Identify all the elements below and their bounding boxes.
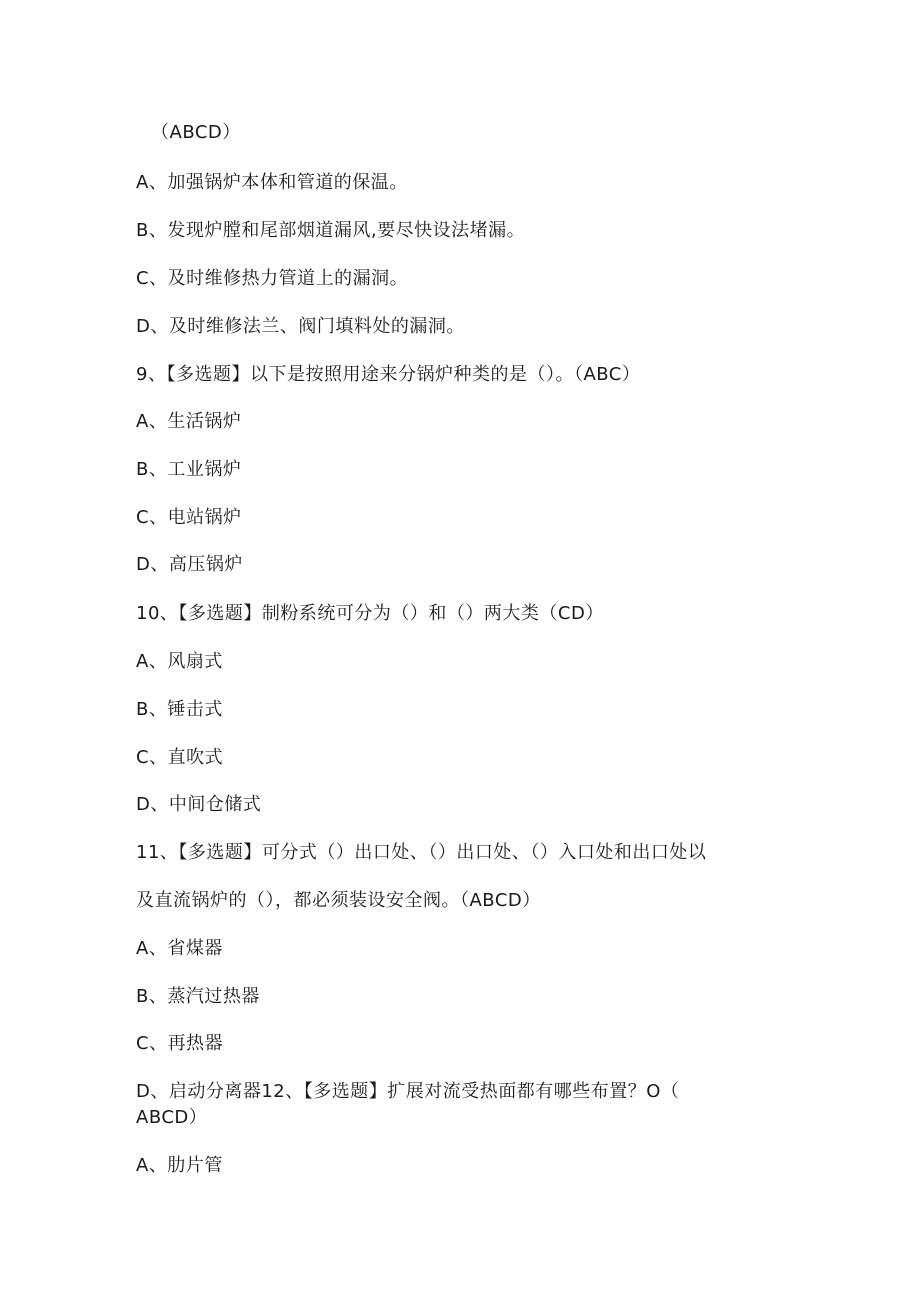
- option-line: B、工业锅炉: [136, 459, 242, 480]
- option-line: C、直吹式: [136, 747, 224, 768]
- option-line: C、及时维修热力管道上的漏洞。: [136, 268, 409, 289]
- answer-line: （ABCD）: [151, 122, 241, 143]
- option-line: A、风扇式: [136, 651, 223, 672]
- option-line: D、高压锅炉: [136, 554, 243, 575]
- option-line: D、及时维修法兰、阀门填料处的漏洞。: [136, 316, 465, 337]
- option-line: A、肋片管: [136, 1155, 223, 1176]
- option-line: B、蒸汽过热器: [136, 986, 260, 1007]
- answer-line: ABCD）: [136, 1107, 208, 1128]
- question-line-continued: 及直流锅炉的（），都必须装设安全阀。（ABCD）: [136, 890, 541, 911]
- question-line: 9、【多选题】以下是按照用途来分锅炉种类的是（）。（ABC）: [136, 364, 641, 385]
- option-line: C、再热器: [136, 1033, 224, 1054]
- question-line: 11、【多选题】可分式（）出口处、（）出口处、（）入口处和出口处以: [136, 842, 707, 863]
- question-line: 10、【多选题】制粉系统可分为（）和（）两大类（CD）: [136, 603, 604, 624]
- option-line: A、加强锅炉本体和管道的保温。: [136, 172, 408, 193]
- option-line: A、省煤器: [136, 938, 223, 959]
- option-line: A、生活锅炉: [136, 411, 242, 432]
- option-line: B、发现炉膛和尾部烟道漏风,要尽快设法堵漏。: [136, 220, 526, 241]
- option-line: C、电站锅炉: [136, 507, 242, 528]
- option-line: B、锤击式: [136, 699, 223, 720]
- option-line: D、启动分离器12、【多选题】扩展对流受热面都有哪些布置？O（: [136, 1081, 680, 1102]
- option-line: D、中间仓储式: [136, 794, 262, 815]
